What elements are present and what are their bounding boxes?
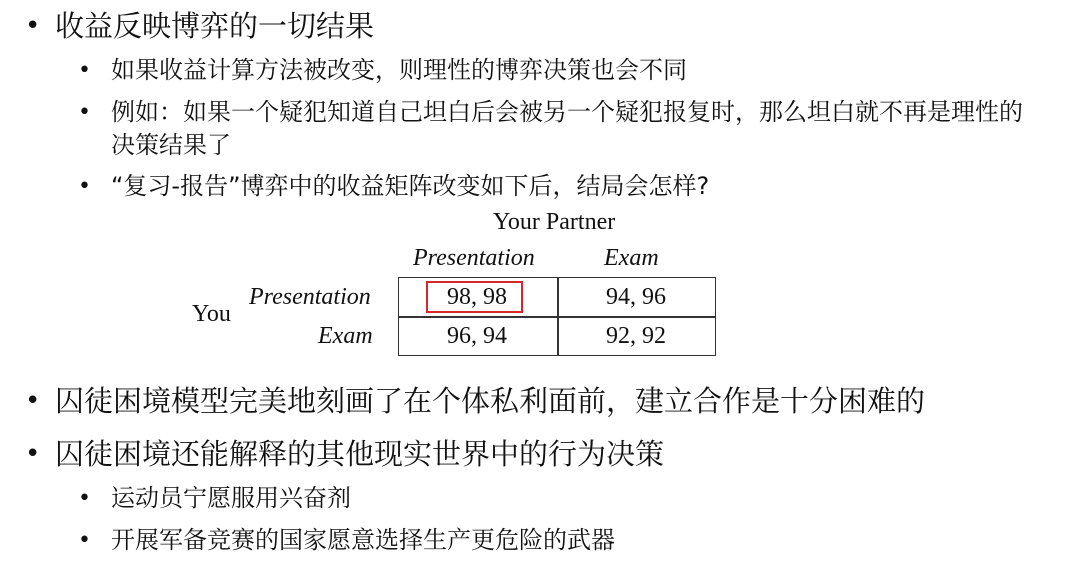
row-header-presentation: Presentation (249, 284, 371, 310)
column-header-presentation: Presentation (413, 245, 535, 271)
cell-exam-exam: 92, 92 (606, 323, 666, 349)
row-player-label: You (192, 301, 231, 327)
bullet-marker: • (25, 439, 41, 469)
bullet-3-text: 囚徒困境还能解释的其他现实世界中的行为决策 (55, 437, 665, 471)
bullet-1-sub-2 (78, 96, 1041, 162)
cell-presentation-exam: 94, 96 (606, 284, 666, 310)
bullet-1-sub-1-text: 如果收益计算方法被改变，则理性的博弈决策也会不同 (111, 56, 687, 84)
bullet-1-sub-2-text: 例如：如果一个疑犯知道自己坦白后会被另一个疑犯报复时，那么坦白就不再是理性的决策结果了 (111, 98, 1023, 159)
highlight-box (426, 281, 523, 313)
bullet-3-sub-2 (78, 524, 615, 557)
bullet-1-sub-3 (78, 170, 709, 203)
row-header-exam: Exam (318, 323, 373, 349)
bullet-2 (25, 383, 925, 419)
bullet-1-text: 收益反映博弈的一切结果 (55, 9, 375, 43)
bullet-marker: • (78, 174, 91, 199)
bullet-3-sub-2-text: 开展军备竞赛的国家愿意选择生产更危险的武器 (111, 526, 615, 554)
column-header-exam: Exam (604, 245, 659, 271)
bullet-marker: • (78, 58, 91, 83)
bullet-marker: • (25, 386, 41, 416)
bullet-marker: • (78, 100, 91, 125)
bullet-marker: • (78, 528, 91, 553)
bullet-1-sub-1 (78, 54, 687, 87)
bullet-3 (25, 436, 664, 472)
bullet-3-sub-1-text: 运动员宁愿服用兴奋剂 (111, 484, 351, 512)
bullet-1 (25, 8, 374, 44)
column-player-label: Your Partner (493, 209, 616, 235)
bullet-marker: • (25, 11, 41, 41)
bullet-3-sub-1 (78, 482, 351, 515)
cell-exam-presentation: 96, 94 (447, 323, 507, 349)
cell-presentation-presentation: 98, 98 (447, 284, 507, 310)
bullet-1-sub-3-text: “复习-报告”博弈中的收益矩阵改变如下后，结局会怎样? (111, 172, 710, 200)
bullet-marker: • (78, 486, 91, 511)
bullet-2-text: 囚徒困境模型完美地刻画了在个体私利面前，建立合作是十分困难的 (55, 384, 926, 418)
